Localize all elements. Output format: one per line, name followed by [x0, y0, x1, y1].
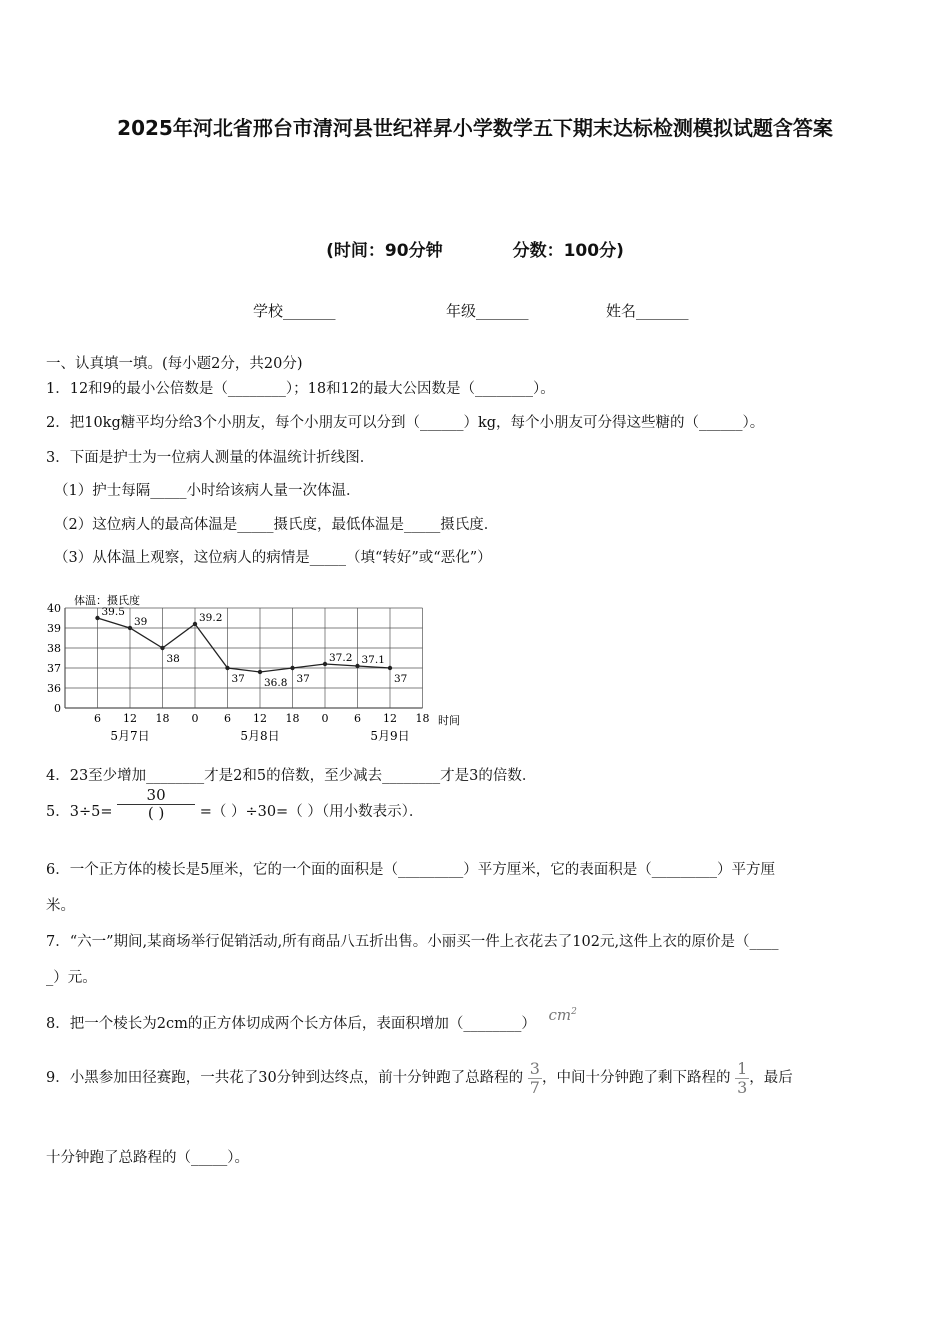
question-9	[46, 1060, 793, 1096]
data-point	[388, 666, 392, 670]
data-point	[290, 666, 294, 670]
question-8	[46, 1006, 577, 1033]
question-6: 6．一个正方体的棱长是5厘米，它的一个面的面积是（_________）平方厘米，它的表面积是（_________）平方厘	[46, 862, 775, 878]
page-title: 2025年河北省邢台市清河县世纪祥昇小学数学五下期末达标检测模拟试题含答案	[117, 116, 833, 140]
question-2: 2．把10kg糖平均分给3个小朋友，每个小朋友可以分到（______）kg，每个小朋友可分得这些糖的（______）。	[46, 415, 765, 431]
q8-unit-sup: 2	[571, 1007, 577, 1017]
name-field[interactable]: 姓名_______	[606, 302, 689, 320]
question-3: 3．下面是护士为一位病人测量的体温统计折线图．	[46, 450, 375, 466]
question-1: 1．12和9的最小公倍数是（________）；18和12的最大公因数是（________）。	[46, 381, 555, 397]
data-label: 39	[134, 616, 148, 628]
data-point	[258, 670, 262, 674]
temperature-chart	[40, 586, 470, 746]
y-tick-label: 38	[47, 642, 61, 655]
grade-field[interactable]: 年级_______	[446, 302, 529, 320]
q9-fraction-1	[528, 1060, 542, 1096]
question-3-part-3: （3）从体温上观察，这位病人的病情是_____（填“转好”或“恶化”）	[54, 550, 492, 566]
data-label: 39.5	[101, 606, 125, 618]
y-tick-label: 0	[54, 702, 61, 715]
data-label: 36.8	[264, 677, 288, 689]
q9-text-c: ，最后	[749, 1070, 793, 1087]
x-tick-label: 12	[383, 712, 397, 725]
exam-info	[0, 236, 950, 261]
question-9-cont: 十分钟跑了总路程的（_____）。	[46, 1150, 249, 1166]
data-label: 39.2	[199, 612, 223, 624]
x-tick-label: 0	[321, 712, 329, 725]
data-point	[225, 666, 229, 670]
y-tick-label: 36	[47, 682, 61, 695]
q9-fraction-2	[735, 1060, 749, 1096]
data-point	[323, 662, 327, 666]
data-label: 37.2	[329, 652, 353, 664]
x-tick-label: 6	[354, 712, 361, 725]
q5-fraction	[117, 787, 195, 821]
school-field[interactable]: 学校_______	[253, 302, 336, 320]
y-tick-label: 40	[47, 602, 61, 615]
question-3-part-2: （2）这位病人的最高体温是_____摄氏度，最低体温是_____摄氏度．	[54, 517, 499, 533]
x-tick-label: 18	[285, 712, 300, 725]
data-label: 37	[231, 673, 245, 685]
time-limit: (时间：90分钟	[326, 241, 443, 261]
q5-suffix: =（ ）÷30=（ ）（用小数表示）．	[199, 804, 424, 820]
date-label: 5月7日	[110, 729, 150, 743]
q9-fraction-1-den: 7	[529, 1077, 540, 1097]
section-heading: 一、认真填一填。(每小题2分，共20分)	[46, 356, 303, 372]
data-point	[95, 616, 99, 620]
data-point	[160, 646, 164, 650]
q9-fraction-1-num: 3	[529, 1059, 540, 1078]
x-tick-label: 18	[155, 712, 170, 725]
question-6-cont: 米。	[46, 898, 75, 914]
data-label: 37	[394, 673, 408, 685]
q8-unit-text: cm	[548, 1006, 572, 1024]
chart-title: 体温：摄氏度	[74, 594, 140, 607]
total-score: 分数：100分)	[512, 241, 624, 261]
q9-fraction-2-den: 3	[737, 1077, 748, 1097]
date-label: 5月8日	[240, 729, 280, 743]
q5-denominator: ( )	[147, 803, 165, 822]
q5-prefix: 5．3÷5=	[46, 804, 113, 820]
data-point	[193, 622, 197, 626]
q9-text-a: 9．小黑参加田径赛跑，一共花了30分钟到达终点，前十分钟跑了总路程的	[46, 1070, 524, 1087]
x-tick-label: 6	[224, 712, 231, 725]
x-axis-label: 时间	[438, 714, 460, 727]
data-point	[128, 626, 132, 630]
y-tick-label: 37	[47, 662, 61, 675]
q8-unit	[548, 1006, 576, 1024]
x-tick-label: 18	[415, 712, 430, 725]
x-tick-label: 0	[191, 712, 199, 725]
data-label: 37	[296, 673, 310, 685]
x-tick-label: 12	[253, 712, 267, 725]
y-tick-label: 39	[47, 622, 61, 635]
data-label: 38	[166, 653, 180, 665]
q8-text: 8．把一个棱长为2cm的正方体切成两个长方体后，表面积增加（________）	[46, 1016, 536, 1032]
x-tick-label: 12	[123, 712, 137, 725]
question-5	[46, 786, 424, 829]
q5-numerator: 30	[117, 787, 195, 805]
x-tick-label: 6	[94, 712, 101, 725]
question-7: 7．“六一”期间,某商场举行促销活动,所有商品八五折出售。小丽买一件上衣花去了102元,这件上衣的原价是（____	[46, 934, 779, 950]
date-label: 5月9日	[370, 729, 410, 743]
q9-fraction-2-num: 1	[737, 1059, 748, 1078]
data-label: 37.1	[361, 654, 385, 666]
question-3-part-1: （1）护士每隔_____小时给该病人量一次体温．	[54, 483, 361, 499]
q9-text-b: ，中间十分钟跑了剩下路程的	[541, 1070, 731, 1087]
data-point	[355, 664, 359, 668]
question-7-cont: _）元。	[46, 970, 97, 986]
question-4: 4．23至少增加________才是2和5的倍数，至少减去________才是3的倍数．	[46, 768, 537, 784]
